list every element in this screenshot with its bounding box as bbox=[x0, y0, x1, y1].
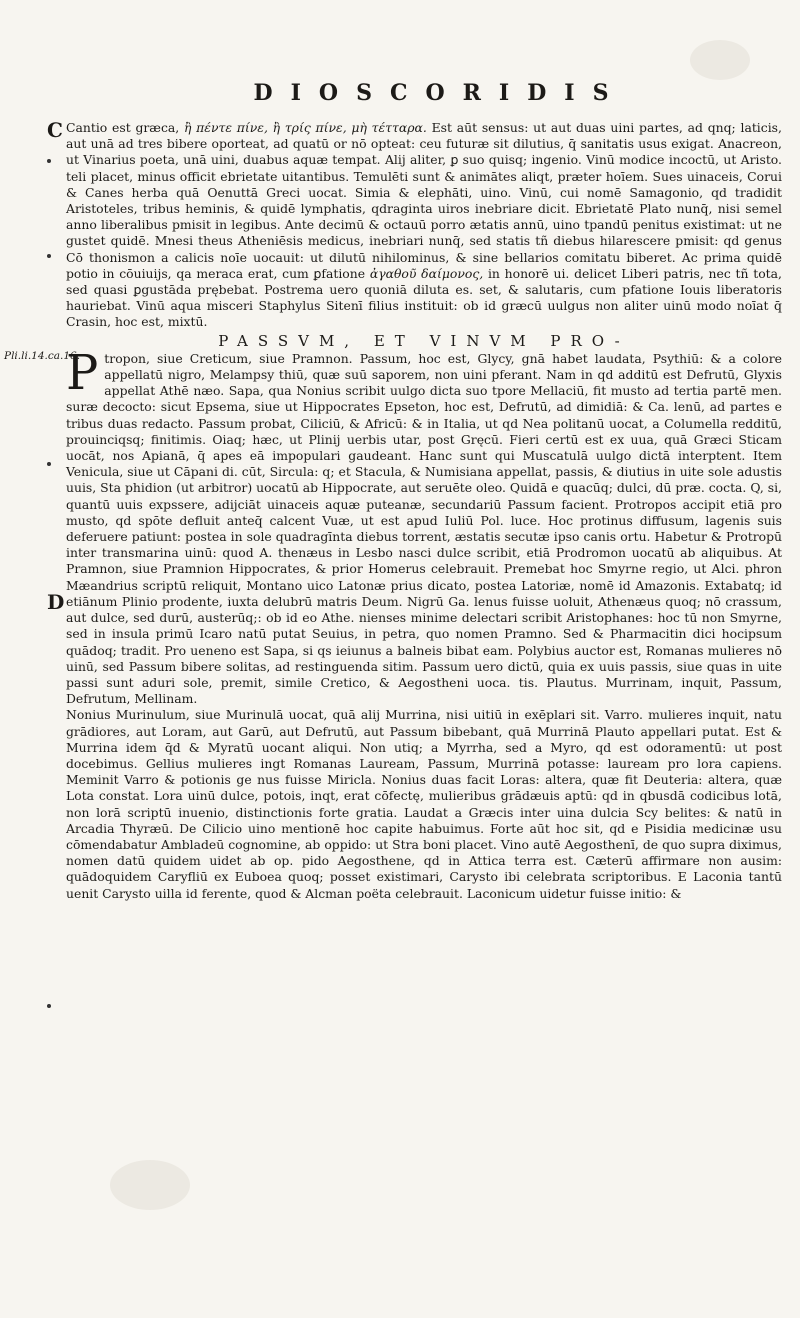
margin-letter-d: D bbox=[47, 590, 65, 614]
running-head: DIOSCORIDIS bbox=[253, 80, 627, 106]
greek-quote: ἢ πέντε πίνε, ἢ τρίς πίνε, μὴ τέτταρα. bbox=[183, 120, 427, 135]
section-title: PASSVM, ET VINVM PRO- bbox=[218, 331, 630, 350]
margin-dot bbox=[47, 254, 51, 258]
greek-quote-2: ἀγαθοῦ δαίμονος, bbox=[369, 265, 484, 281]
margin-dot bbox=[47, 462, 51, 466]
paper-stain bbox=[110, 1160, 190, 1210]
paper-stain bbox=[690, 40, 750, 80]
intro-end: in honorē ui. delicet Liberi patris, nec tñ tota, sed quasi ꝑgustāda prębebat. Postrema uero quoniā diluta es. set, & salutaris, cum pfatione Iouis liberatoris hauriebat. Vinū aqua misceri Staphylus Sitenī filius instituit: ob id græcū uulgus non aliter uinū modo noīat q̄ Crasin, hoc est, mixtū. bbox=[66, 265, 782, 330]
text-body bbox=[66, 120, 782, 902]
main-text: tropon, siue Creticum, siue Pramnon. Passum, hoc est, Glycy, gnā habet laudata, Psythiū: & a colore appellatū nigro, Melampsy thiū, quæ suū saporem, non uini pferant. Nam in qd additū est Defrutū, Glyxis appellat Athē næo. Sapa, qua Nonius scribit uulgo dicta suo tpore Mellaciū, fit musto ad tertia partē men. suræ decocto: sicut Epsema, siue ut Hippocrates Epseton, hoc est, Defrutū, ad dimidiā: & Ca. lenū, ad partes e tribus duas redacto. Passum probat, Ciliciū, & Africū: & in Italia, ut qd Nea politanū uocat, a Columella redditū, prouinciqsq; finitimis. Oiaq; hæc, ut Plinij uerbis utar, post Gręcū. Fieri certū est ex uua, quā Græci Sticam uocāt, nos Apianā, q̄ apes eā impopulari gaudeant. Hanc sunt qui Muscatulā uulgo dictā interptent. Item Venicula, siue ut Cāpani di. cūt, Sircula: q; et Stacula, & Numisiana appellat, passis, & diutius in uite sole adustis uuis, Sta phidion (ut arbitror) uocatū ab Hippocrate, aut seruēte oleo. Quidā e quacūq; dulci, dū præ. cocta. Q, si, quantū uuis expssere, adijciāt uinaceis aquæ puteanæ, secundariū Passum facient. Protropos accipit etiā pro musto, qd spōte defluit anteq̄ calcent Vuæ, ut est apud Iuliū Pol. luce. Hoc protinus diffusum, lagenis suis deferuere patiunt: postea in sole quadragīnta diebus torrent, æstatis secutæ ipso canis ortu. Habetur & Protropū inter transmarina uinū: quod A. thenæus in Lesbo nasci dulce scribit, etiā Prodromon uocatū ab aliquibus. At Pramnon, siue Pramnion Hippocrates, & prior Homerus celebrauit. Premebat hoc Smyrne regio, ut Alci. phron Mæandrius scriptū reliquit, Montano uico Latonæ prius dicato, postea Latoriæ, nomē id Amazonis. Extabatq; id etiānum Plinio prodente, iuxta delubrū matris Deum. Nigrū Ga. lenus fuisse uoluit, Athenæus quoq; nō crassum, aut dulce, sed durū, austerūq;: ob id eo Athe. nienses minime delectari scribit Aristophanes: hoc tū non Smyrne, sed in insula primū Icaro natū putat Seuius, in petra, quo nomen Pramno. Sed & Pharmacitin dici hocipsum quādoq; tradit. Pro ueneno est Sapa, si qs ieiunus a balneis bibat eam. Polybius auctor est, Romanas mulieres nō uinū, sed Passum bibere solitas, ad restinguenda sitim. Passum uero dictū, quia ex uuis passis, siue quas in uite passi sunt aduri sole, premit, simile Cretico, & Aegostheni uoca. tis. Plautus. Murrinam, inquit, Passum, Defrutum, Mellinam. bbox=[66, 350, 782, 707]
margin-dot bbox=[47, 1004, 51, 1008]
main-paragraph bbox=[66, 344, 782, 707]
margin-citation: Pli.li.14.ca.16. bbox=[4, 350, 81, 362]
intro-paragraph bbox=[66, 120, 782, 331]
last-text: Nonius Murinulum, siue Murinulā uocat, quā alij Murrina, nisi uitiū in exēplari sit. Varro. mulieres inquit, natu grādiores, aut Loram, aut Garū, aut Defrutū, aut Passum bibebant, quā Murrinā Plauto appellari putat. Est & Murrina idem q̄d & Myratū uocant aliqui. Non utiq; a Myrrha, sed a Myro, qd est odoramentū: ut post docebimus. Gellius mulieres ingt Romanas Lauream, Passum, Murrinā potasse: lauream pro lora capiens. Meminit Varro & potionis ge nus fuisse Miricla. Nonius duas facit Loras: altera, quæ fit Deuteria: altera, quæ Lota constat. Lora uinū dulce, potois, inqt, erat cōfectę, mulieribus grādæuis aptū: qd in qbusdā codicibus lotā, non lorā scriptū inuenio, distinctionis forte gratia. Laudat a Græcis inter uina dulcia Scy belites: & natū in Arcadia Thyræū. De Cilicio uino mentionē hoc capite habuimus. Forte aūt hoc sit, qd e Pisidia medicinæ usu cōmendabatur Ambladeū cognomine, ab oppido: ut Stra boni placet. Vino autē Aegosthenī, de quo supra diximus, nomen datū quidem uidet ab op. pido Aegosthene, qd in Attica terra est. Cæterū affirmare non ausim: quādoquidem Caryfliū ex Euboea quoq; posset existimari, Carysto ibi celebrata scriptoribus. E Laconia tantū uenit Carysto uilla id ferente, quod & Alcman poëta celebrauit. Laconicum uidetur fuisse initio: & bbox=[66, 707, 782, 901]
intro-text: Est aūt sensus: ut aut duas uini partes, ad qnq; laticis, aut unā ad tres bibere oporteat, ad quatū or nō opteat: ceu futuræ sit dilutius, q̄ sanitatis usus exigat. Anacreon, ut Vinarius poeta, unā uini, duabus aquæ tempat. Alij aliter, ꝑ suo quisq; ingenio. Vinū modice incoctū, ut Aristo. teli placet, minus officit ebrietate uitantibus. Temulēti sunt & animātes aliqt, præter hoīem. Sues uinaceis, Corui & Canes herba quā Oenuttā Greci uocat. Simia & elephāti, uino. Vinū, cui nomē Samagonio, qd tradidit Aristoteles, tribus heminis, & quidē lymphatis, qdraginta uiros inebriare dicit. Ebrietatē Plato nunq̄, nisi semel anno liberalibus pmisit in legibus. Ante decimū & octauū porro ætatis annū, uino tpandū penitus existimat: ut ne gustet quidē. Mnesi theus Atheniēsis medicus, inebriari nunq̄, sed statis tñ diebus hilarescere pmisit: qd genus Cō thonismon a calicis noīe uocauit: ut dilutū nihilominus, & sine bellarios comitatu biberet. Ac prima quidē potio in cōuiuijs, qa meraca erat, cum ꝑfatione bbox=[66, 120, 782, 281]
margin-letter-c: C bbox=[47, 118, 63, 142]
drop-cap: P bbox=[66, 344, 99, 401]
intro-lead: Cantio est græca, bbox=[66, 120, 180, 135]
margin-dot bbox=[47, 159, 51, 163]
last-paragraph bbox=[66, 707, 782, 901]
